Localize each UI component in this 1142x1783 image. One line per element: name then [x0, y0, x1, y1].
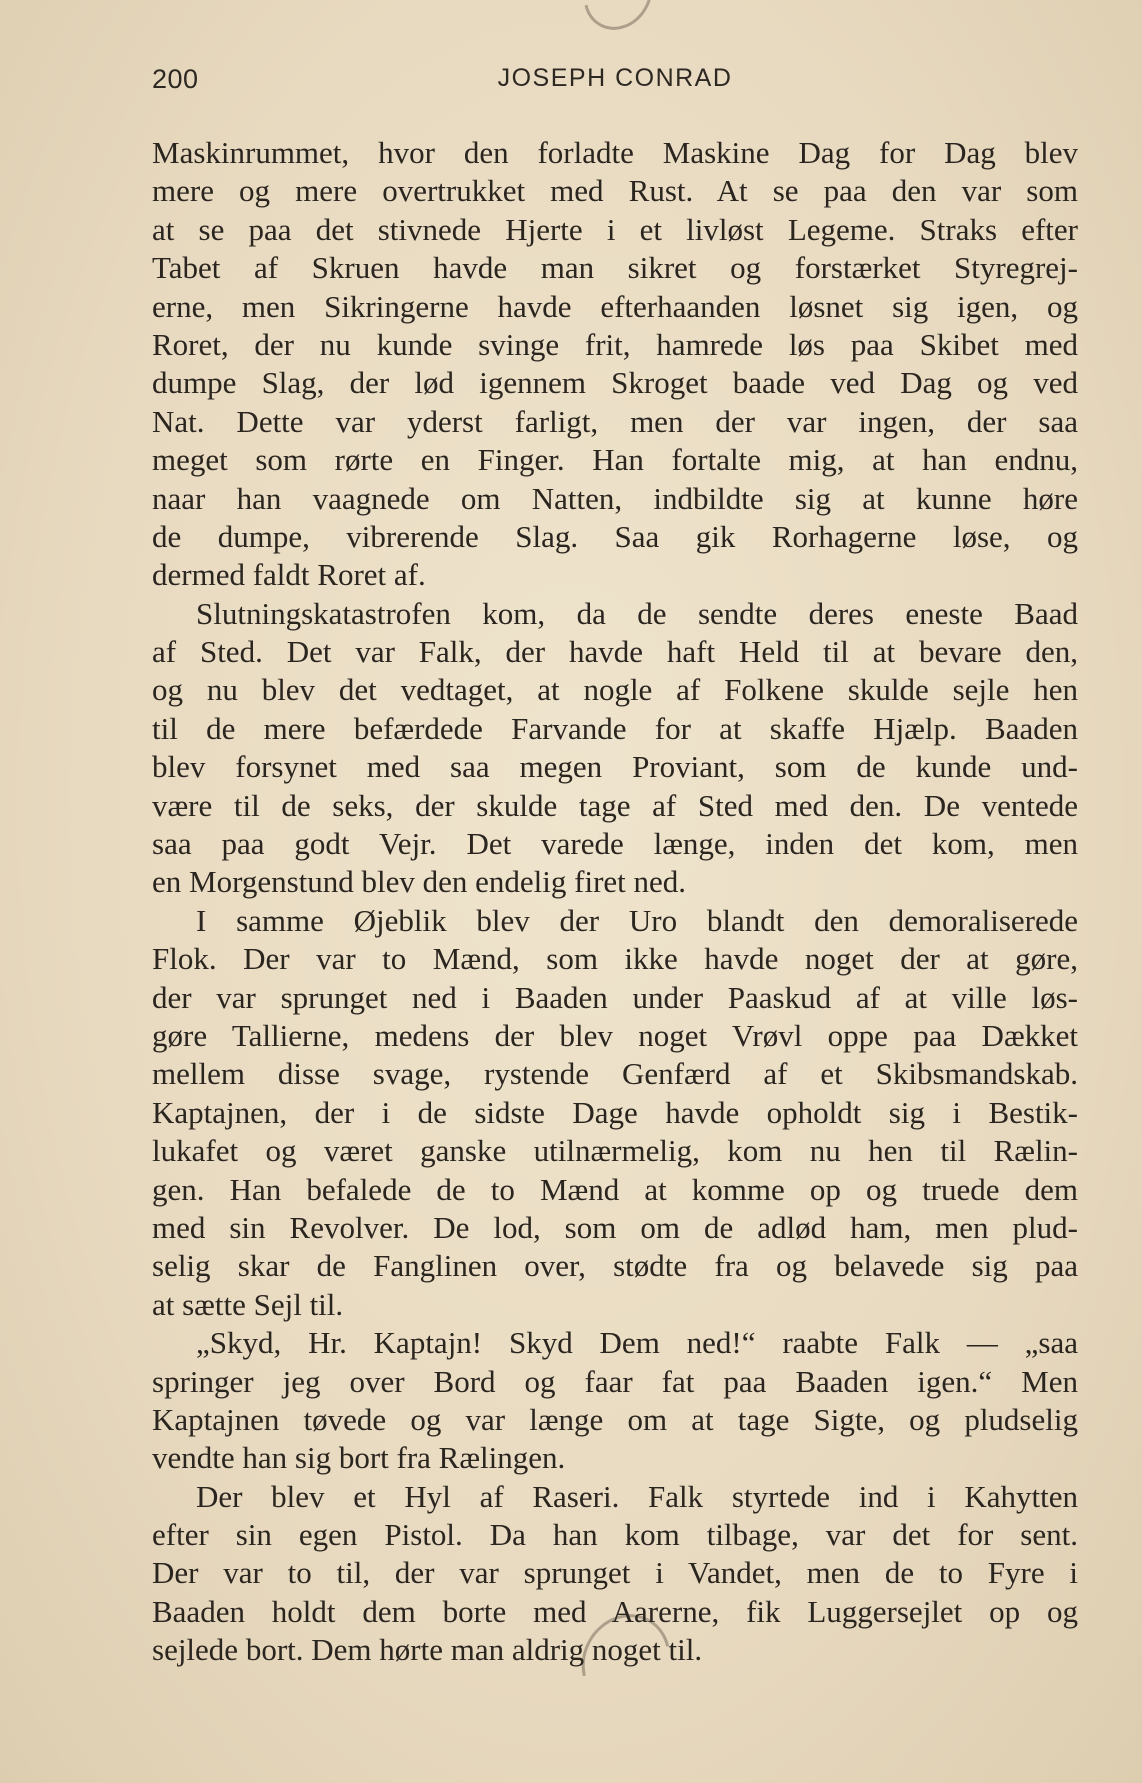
- text-line: være til de seks, der skulde tage af Sted med den. De ventede: [152, 787, 1078, 823]
- text-line: Baaden holdt dem borte med Aarerne, fik Luggersejlet op og: [152, 1593, 1078, 1629]
- page-header: [152, 64, 1078, 104]
- text-line: Der blev et Hyl af Raseri. Falk styrtede ind i Kahytten: [196, 1478, 1078, 1514]
- text-line: Nat. Dette var yderst farligt, men der var ingen, der saa: [152, 403, 1078, 439]
- text-line: dermed faldt Roret af.: [152, 557, 426, 593]
- text-line: naar han vaagnede om Natten, indbildte sig at kunne høre: [152, 480, 1078, 516]
- text-line: der var sprunget ned i Baaden under Paaskud af at ville løs-: [152, 979, 1078, 1015]
- text-line: meget som rørte en Finger. Han fortalte mig, at han endnu,: [152, 442, 1078, 478]
- page-number: 200: [152, 64, 199, 94]
- text-line: springer jeg over Bord og faar fat paa Baaden igen.“ Men: [152, 1363, 1078, 1399]
- text-line: I samme Øjeblik blev der Uro blandt den demoraliserede: [196, 902, 1078, 938]
- text-line: og nu blev det vedtaget, at nogle af Folkene skulde sejle hen: [152, 672, 1078, 708]
- text-line: efter sin egen Pistol. Da han kom tilbage, var det for sent.: [152, 1517, 1078, 1553]
- text-line: gøre Tallierne, medens der blev noget Vrøvl oppe paa Dækket: [152, 1017, 1078, 1053]
- paragraph: [152, 902, 1078, 1324]
- text-line: Tabet af Skruen havde man sikret og forstærket Styregrej-: [152, 250, 1078, 286]
- text-line: saa paa godt Vejr. Det varede længe, inden det kom, men: [152, 826, 1078, 862]
- text-line: til de mere befærdede Farvande for at skaffe Hjælp. Baaden: [152, 710, 1078, 746]
- body-text: [152, 134, 1078, 1670]
- text-line: gen. Han befalede de to Mænd at komme op og truede dem: [152, 1171, 1078, 1207]
- text-line: mere og mere overtrukket med Rust. At se paa den var som: [152, 173, 1078, 209]
- paragraph: [152, 1324, 1078, 1478]
- text-line: Slutningskatastrofen kom, da de sendte deres eneste Baad: [196, 595, 1078, 631]
- running-head: JOSEPH CONRAD: [497, 64, 733, 92]
- text-line: af Sted. Det var Falk, der havde haft Held til at bevare den,: [152, 634, 1078, 670]
- text-line: selig skar de Fanglinen over, stødte fra og belavede sig paa: [152, 1248, 1078, 1284]
- text-line: Kaptajnen, der i de sidste Dage havde opholdt sig i Bestik-: [152, 1094, 1078, 1130]
- text-line: erne, men Sikringerne havde efterhaanden løsnet sig igen, og: [152, 288, 1078, 324]
- text-line: en Morgenstund blev den endelig firet ned.: [152, 864, 687, 900]
- text-line: lukafet og været ganske utilnærmelig, kom nu hen til Rælin-: [152, 1133, 1078, 1169]
- text-line: Maskinrummet, hvor den forladte Maskine Dag for Dag blev: [152, 135, 1078, 170]
- text-line: dumpe Slag, der lød igennem Skroget baade ved Dag og ved: [152, 365, 1078, 401]
- text-line: vendte han sig bort fra Rælingen.: [152, 1440, 566, 1476]
- text-line: at sætte Sejl til.: [152, 1286, 344, 1322]
- text-line: Roret, der nu kunde svinge frit, hamrede løs paa Skibet med: [152, 326, 1078, 362]
- text-line: Flok. Der var to Mænd, som ikke havde noget der at gøre,: [152, 941, 1078, 977]
- paragraph: [152, 1478, 1078, 1670]
- text-line: at se paa det stivnede Hjerte i et livløst Legeme. Straks efter: [152, 211, 1078, 247]
- paragraph: [152, 134, 1078, 595]
- text-line: blev forsynet med saa megen Proviant, som de kunde und-: [152, 749, 1078, 785]
- text-line: „Skyd, Hr. Kaptajn! Skyd Dem ned!“ raabte Falk — „saa: [196, 1325, 1078, 1361]
- paragraph: [152, 595, 1078, 902]
- text-line: sejlede bort. Dem hørte man aldrig noget til.: [152, 1632, 703, 1668]
- text-line: mellem disse svage, rystende Genfærd af et Skibsmandskab.: [152, 1056, 1078, 1092]
- paper-blemish-top: [570, 0, 665, 42]
- text-line: Der var to til, der var sprunget i Vandet, men de to Fyre i: [152, 1555, 1078, 1591]
- text-line: de dumpe, vibrerende Slag. Saa gik Rorhagerne løse, og: [152, 518, 1078, 554]
- text-line: Kaptajnen tøvede og var længe om at tage Sigte, og pludselig: [152, 1401, 1078, 1437]
- text-line: med sin Revolver. De lod, som om de adlød ham, men plud-: [152, 1209, 1078, 1245]
